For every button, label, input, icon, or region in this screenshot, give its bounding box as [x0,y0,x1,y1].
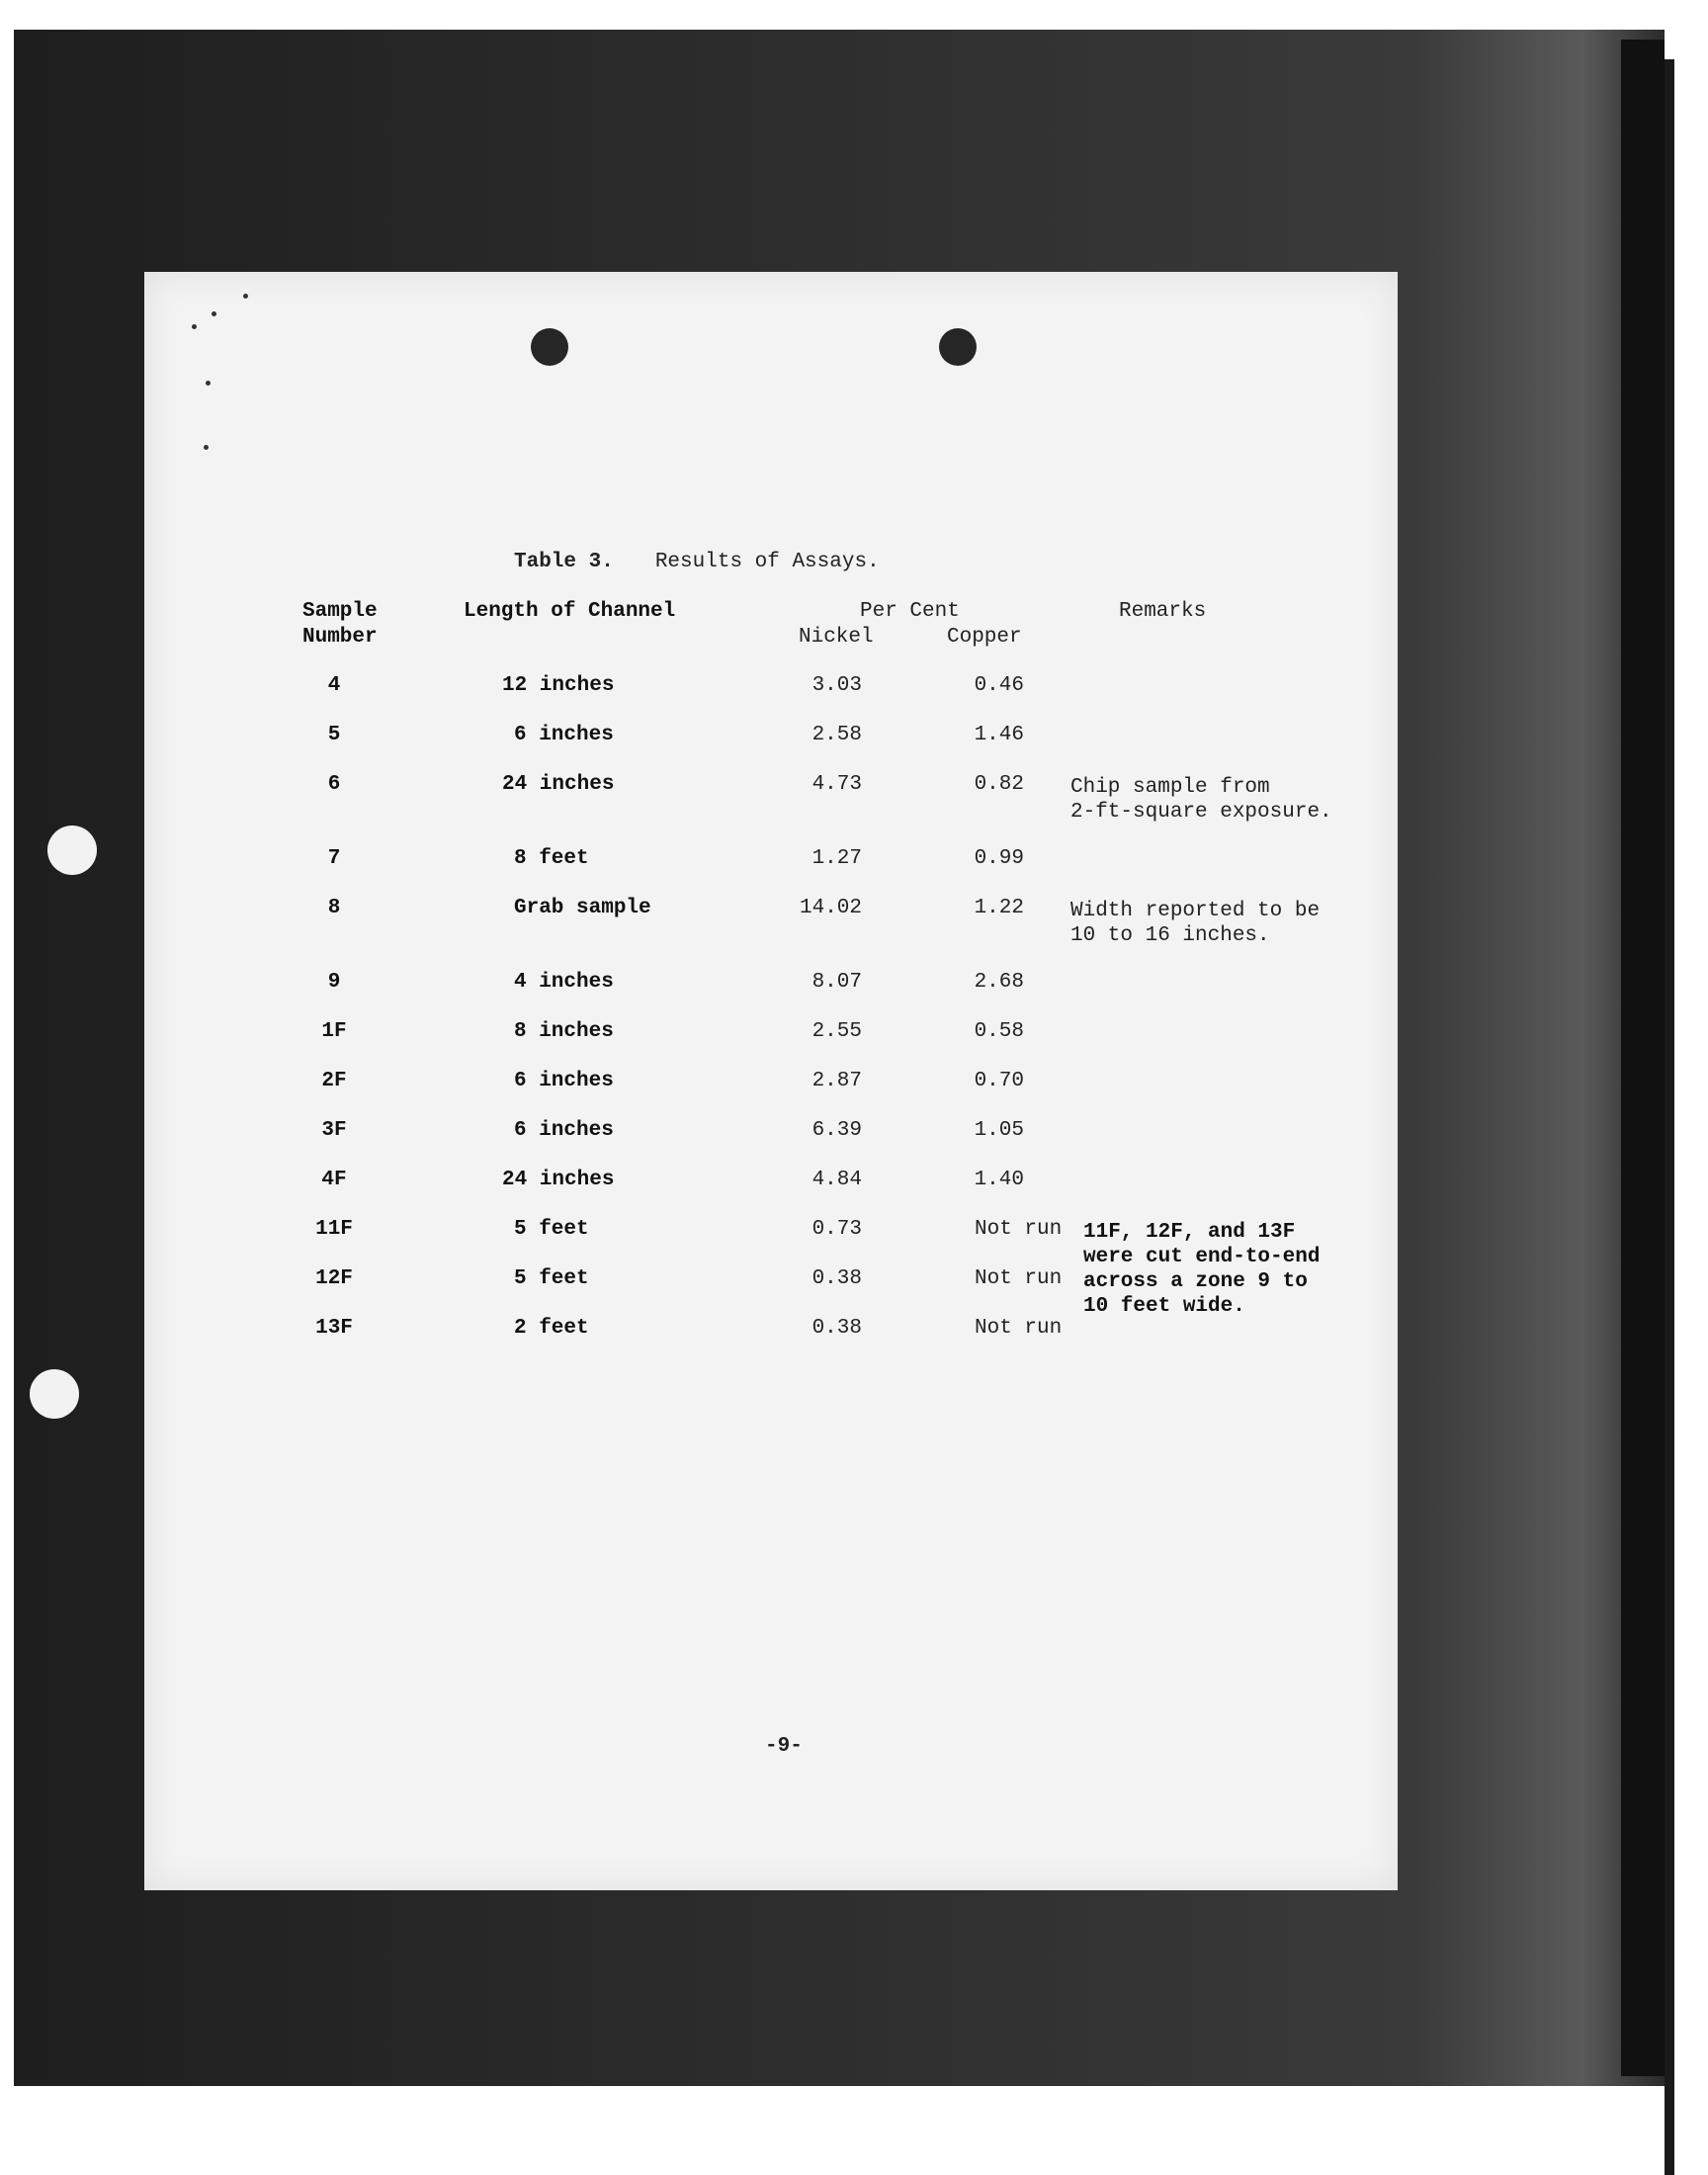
cell-length: 24 inches [502,1169,615,1191]
punch-hole-left [531,328,568,366]
scan-edge [1621,40,1665,2076]
cell-sample: 4 [327,674,341,697]
speck [212,311,216,316]
cell-sample: 7 [327,847,341,870]
header-length: Length of Channel [464,600,676,623]
cell-length: 2 feet [514,1317,589,1340]
cell-sample: 1F [321,1020,347,1043]
cell-remarks: Width reported to be 10 to 16 inches. [1070,900,1321,947]
cell-copper: Not run [975,1218,1063,1241]
cell-nickel: 3.03 [811,674,862,697]
cell-copper: 0.82 [974,773,1024,796]
punch-hole-right [939,328,977,366]
speck [192,324,197,329]
cell-copper: 1.22 [974,897,1024,919]
cell-copper: 2.68 [974,971,1024,994]
cell-nickel: 2.58 [811,724,862,746]
cell-length: 5 feet [514,1267,589,1290]
speck [243,294,248,299]
cell-sample: 4F [321,1169,347,1191]
cell-sample: 9 [327,971,341,994]
cell-copper: 0.99 [974,847,1024,870]
cell-sample: 6 [327,773,341,796]
cell-sample: 2F [321,1070,347,1092]
binder-hole-lower [30,1369,79,1419]
cell-nickel: 0.38 [811,1267,862,1290]
header-copper: Copper [947,626,1022,649]
cell-remarks: 11F, 12F, and 13F were cut end-to-end across a zone 9 to 10 feet wide. [1083,1221,1321,1318]
speck [204,445,209,450]
cell-nickel: 0.38 [811,1317,862,1340]
cell-nickel: 2.55 [811,1020,862,1043]
cell-length: 6 inches [514,1070,614,1092]
header-nickel: Nickel [799,626,874,649]
table-title: Results of Assays. [654,551,880,573]
table-caption [514,551,880,573]
header-per-cent: Per Cent [860,600,960,623]
cell-nickel: 4.73 [811,773,862,796]
cell-copper: 1.05 [974,1119,1024,1142]
cell-nickel: 8.07 [811,971,862,994]
cell-length: 5 feet [514,1218,589,1241]
page-number: -9- [765,1735,803,1758]
scan-strip [1665,59,1674,2175]
cell-nickel: 6.39 [811,1119,862,1142]
cell-nickel: 1.27 [811,847,862,870]
cell-copper: Not run [975,1317,1063,1340]
cell-length: 12 inches [502,674,615,697]
table-label: Table 3. [514,551,614,573]
binder-hole-upper [47,826,97,875]
cell-copper: 0.58 [974,1020,1024,1043]
header-remarks: Remarks [1119,600,1207,623]
cell-sample: 12F [315,1267,353,1290]
cell-copper: 0.46 [974,674,1024,697]
cell-copper: Not run [975,1267,1063,1290]
cell-copper: 1.40 [974,1169,1024,1191]
cell-length: 8 inches [514,1020,614,1043]
cell-length: 8 feet [514,847,589,870]
cell-copper: 0.70 [974,1070,1024,1092]
cell-sample: 13F [315,1317,353,1340]
cell-sample: 8 [327,897,341,919]
cell-nickel: 2.87 [811,1070,862,1092]
header-sample-line1: Sample [302,600,378,623]
cell-sample: 5 [327,724,341,746]
cell-length: 24 inches [502,773,615,796]
speck [206,381,211,386]
document-page [144,272,1398,1890]
header-sample-line2: Number [302,626,378,649]
cell-nickel: 4.84 [811,1169,862,1191]
cell-nickel: 14.02 [799,897,862,919]
cell-remarks: Chip sample from 2-ft-square exposure. [1070,776,1332,824]
cell-length: Grab sample [514,897,651,919]
cell-length: 6 inches [514,724,614,746]
cell-length: 4 inches [514,971,614,994]
cell-copper: 1.46 [974,724,1024,746]
cell-sample: 11F [315,1218,353,1241]
cell-length: 6 inches [514,1119,614,1142]
cell-nickel: 0.73 [811,1218,862,1241]
cell-sample: 3F [321,1119,347,1142]
